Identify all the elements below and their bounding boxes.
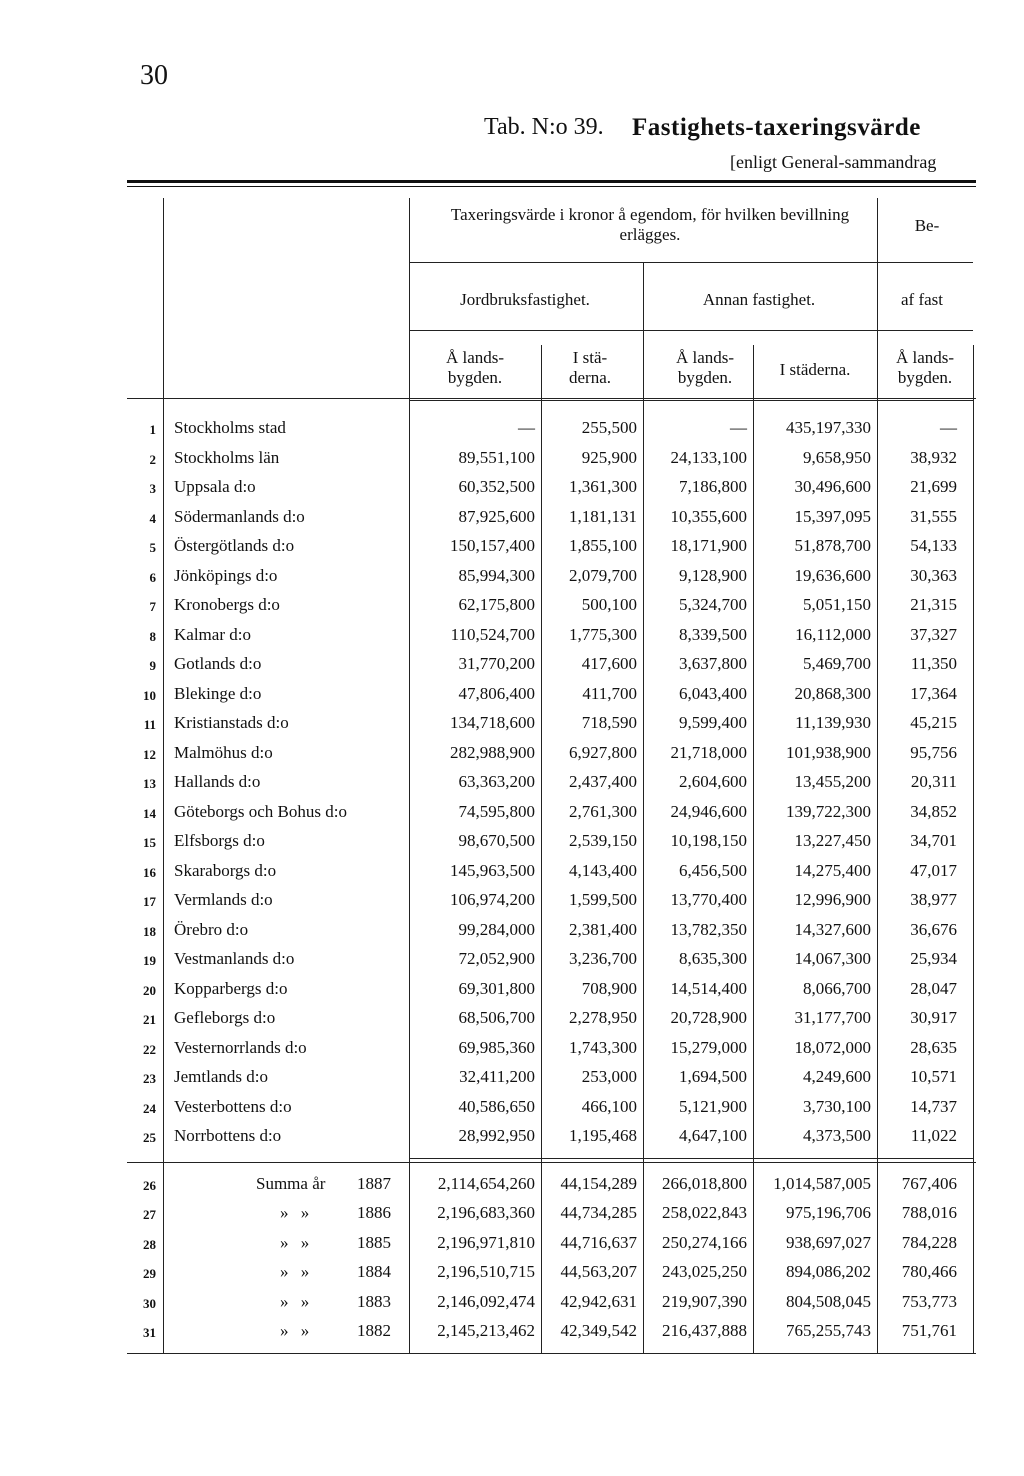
row-number: 23 — [143, 1071, 156, 1086]
row-number: 1 — [149, 422, 156, 437]
cell-c2: 466,100 — [581, 1096, 637, 1116]
cell-c5: 54,133 — [910, 536, 957, 555]
cell-c3: 3,637,800 — [679, 654, 747, 673]
row-number: 16 — [143, 864, 156, 880]
cell-c4: 13,227,450 — [794, 831, 871, 850]
row-name — [174, 507, 406, 531]
header-sub3: Å lands-bygden. — [675, 348, 735, 387]
cell-c2: 718,590 — [581, 713, 637, 732]
cell-c3: 14,514,400 — [670, 978, 747, 998]
hline-bottom — [127, 1353, 976, 1354]
summary-row-number: 31 — [143, 1325, 156, 1340]
cell-c5: 38,932 — [910, 447, 957, 467]
leader-dots — [174, 496, 402, 497]
cell-c3: 2,604,600 — [679, 772, 747, 791]
cell-c5: 10,571 — [910, 1067, 957, 1086]
cell-c1: 110,524,700 — [450, 624, 535, 644]
header-annan: Annan fastighet. — [702, 290, 816, 309]
row-name-text: Vesternorrlands d:o — [174, 1038, 310, 1057]
cell-c5: 38,977 — [910, 890, 957, 909]
cell-c1: 60,352,500 — [458, 477, 535, 496]
summary-cell-c4: 1,014,587,005 — [773, 1173, 871, 1193]
row-name-text: Vermlands d:o — [174, 890, 276, 909]
row-number: 22 — [143, 1041, 156, 1057]
row-number: 15 — [143, 835, 156, 850]
summary-cell-c4: 765,255,743 — [786, 1321, 871, 1340]
cell-c3: 21,718,000 — [670, 742, 747, 762]
row-number: 3 — [149, 481, 156, 496]
summary-cell-c5: 780,466 — [901, 1262, 957, 1281]
leader-dots — [174, 437, 402, 438]
cell-c4: 14,067,300 — [794, 949, 871, 968]
row-name — [174, 979, 406, 1003]
cell-c3: 5,121,900 — [679, 1096, 747, 1116]
table-title: Fastighets-taxeringsvärde — [632, 114, 921, 141]
row-number: 12 — [143, 746, 156, 762]
cell-c5: 47,017 — [910, 860, 957, 880]
cell-c1: 28,992,950 — [458, 1126, 535, 1145]
header-sub5: Å lands-bygden. — [895, 348, 955, 387]
cell-c4: 14,275,400 — [794, 860, 871, 880]
summary-label: » » — [280, 1232, 310, 1252]
summary-label: » » — [280, 1262, 310, 1281]
cell-c2: 2,079,700 — [569, 565, 637, 585]
row-name — [174, 831, 406, 855]
leader-dots — [174, 673, 402, 674]
cell-c2: 1,361,300 — [569, 477, 637, 496]
table-number: Tab. N:o 39. — [484, 114, 604, 140]
cell-c4: 8,066,700 — [803, 978, 871, 998]
header-main: Taxeringsvärde i kronor å egendom, för hvilken bevillning erlägges. — [450, 205, 850, 244]
cell-c4: 5,469,700 — [803, 654, 871, 673]
summary-cell-c3: 266,018,800 — [662, 1173, 747, 1193]
summary-year: 1887 — [357, 1173, 391, 1193]
row-number: 13 — [143, 776, 156, 791]
cell-c2: 2,539,150 — [569, 831, 637, 850]
row-name — [174, 654, 406, 678]
cell-c3: 6,043,400 — [679, 683, 747, 703]
row-name — [174, 595, 406, 619]
row-name-text: Göteborgs och Bohus d:o — [174, 802, 350, 821]
row-number: 20 — [143, 982, 156, 998]
cell-c4: 3,730,100 — [803, 1096, 871, 1116]
cell-c1: — — [518, 418, 535, 437]
cell-c2: 1,743,300 — [569, 1037, 637, 1057]
summary-row-number: 30 — [143, 1295, 156, 1311]
summary-cell-c2: 44,563,207 — [560, 1262, 637, 1281]
leader-dots — [174, 791, 402, 792]
hline-header-3 — [127, 398, 976, 399]
summary-cell-c4: 894,086,202 — [786, 1262, 871, 1281]
header-sub1: Å lands-bygden. — [445, 348, 505, 387]
vline-right — [973, 345, 974, 1353]
cell-c1: 63,363,200 — [458, 772, 535, 791]
cell-c5: — — [940, 418, 957, 437]
leader-dots — [174, 1086, 402, 1087]
leader-dots — [174, 850, 402, 851]
header-right-main: Be- — [914, 216, 940, 235]
leader-dots — [174, 1027, 402, 1028]
header-sub4: I städerna. — [779, 360, 851, 379]
cell-c5: 11,022 — [910, 1126, 957, 1145]
summary-year: 1886 — [357, 1203, 391, 1222]
hline-header-2 — [409, 330, 973, 331]
row-number: 21 — [143, 1012, 156, 1027]
header-jordbruk: Jordbruksfastighet. — [460, 290, 590, 309]
row-name-text: Östergötlands d:o — [174, 536, 297, 555]
cell-c1: 40,586,650 — [458, 1096, 535, 1116]
summary-cell-c4: 975,196,706 — [786, 1203, 871, 1222]
cell-c2: 1,195,468 — [569, 1126, 637, 1145]
summary-label: » » — [280, 1291, 310, 1311]
cell-c4: 15,397,095 — [794, 506, 871, 526]
row-number: 17 — [143, 894, 156, 909]
cell-c5: 30,363 — [910, 565, 957, 585]
summary-cell-c2: 44,716,637 — [560, 1232, 637, 1252]
row-name — [174, 1038, 406, 1062]
summary-row-number: 28 — [143, 1236, 156, 1252]
row-name-text: Södermanlands d:o — [174, 507, 308, 526]
cell-c3: 9,599,400 — [679, 713, 747, 732]
summary-label: Summa år — [256, 1173, 326, 1193]
cell-c2: 2,437,400 — [569, 772, 637, 791]
cell-c1: 282,988,900 — [450, 742, 535, 762]
cell-c3: 5,324,700 — [679, 595, 747, 614]
cell-c2: 4,143,400 — [569, 860, 637, 880]
cell-c4: 14,327,600 — [794, 919, 871, 939]
cell-c5: 11,350 — [910, 654, 957, 673]
hline-header-1 — [409, 262, 973, 263]
summary-cell-c1: 2,145,213,462 — [437, 1321, 535, 1340]
cell-c5: 17,364 — [910, 683, 957, 703]
summary-cell-c5: 784,228 — [901, 1232, 957, 1252]
summary-cell-c5: 788,016 — [901, 1203, 957, 1222]
row-number: 6 — [149, 569, 156, 585]
cell-c4: 30,496,600 — [794, 477, 871, 496]
cell-c2: 1,181,131 — [569, 506, 637, 526]
cell-c5: 31,555 — [910, 506, 957, 526]
row-name-text: Norrbottens d:o — [174, 1126, 284, 1145]
summary-year: 1885 — [357, 1232, 391, 1252]
cell-c3: 6,456,500 — [679, 860, 747, 880]
cell-c1: 99,284,000 — [458, 919, 535, 939]
cell-c2: 2,278,950 — [569, 1008, 637, 1027]
row-name — [174, 772, 406, 796]
summary-cell-c4: 804,508,045 — [786, 1291, 871, 1311]
vline-name — [163, 198, 164, 1353]
cell-c2: 253,000 — [581, 1067, 637, 1086]
row-number: 4 — [149, 510, 156, 526]
table-subtitle: [enligt General-sammandrag — [730, 152, 937, 172]
row-name-text: Kronobergs d:o — [174, 595, 283, 614]
row-name — [174, 713, 406, 737]
row-name-text: Gefleborgs d:o — [174, 1008, 278, 1027]
hline-header-3b — [409, 400, 973, 401]
cell-c2: 2,761,300 — [569, 801, 637, 821]
cell-c3: 13,770,400 — [670, 890, 747, 909]
row-name — [174, 890, 406, 914]
cell-c2: 925,900 — [581, 447, 637, 467]
summary-cell-c5: 767,406 — [901, 1173, 957, 1193]
cell-c5: 25,934 — [910, 949, 957, 968]
summary-year: 1884 — [357, 1262, 391, 1281]
cell-c4: 13,455,200 — [794, 772, 871, 791]
cell-c1: 72,052,900 — [458, 949, 535, 968]
cell-c2: 708,900 — [581, 978, 637, 998]
row-name-text: Kalmar d:o — [174, 625, 254, 644]
cell-c5: 30,917 — [910, 1008, 957, 1027]
row-name — [174, 949, 406, 973]
cell-c4: 12,996,900 — [794, 890, 871, 909]
cell-c3: 7,186,800 — [679, 477, 747, 496]
row-name-text: Jemtlands d:o — [174, 1067, 271, 1086]
cell-c3: 15,279,000 — [670, 1037, 747, 1057]
cell-c5: 28,047 — [910, 978, 957, 998]
row-name — [174, 477, 406, 501]
cell-c3: 8,635,300 — [679, 949, 747, 968]
summary-row-number: 26 — [143, 1177, 156, 1193]
row-number: 14 — [143, 805, 156, 821]
row-name — [174, 684, 406, 708]
row-name — [174, 566, 406, 590]
row-name — [174, 625, 406, 649]
row-number: 24 — [143, 1100, 156, 1116]
summary-cell-c2: 44,734,285 — [560, 1203, 637, 1222]
row-name — [174, 1067, 406, 1091]
cell-c5: 34,852 — [910, 801, 957, 821]
row-name — [174, 920, 406, 944]
row-name-text: Blekinge d:o — [174, 684, 264, 703]
cell-c1: 85,994,300 — [458, 565, 535, 585]
row-name-text: Uppsala d:o — [174, 477, 259, 496]
row-name-text: Kopparbergs d:o — [174, 979, 290, 998]
row-name — [174, 418, 406, 442]
cell-c4: 16,112,000 — [795, 624, 871, 644]
row-number: 5 — [149, 540, 156, 555]
cell-c2: 500,100 — [581, 595, 637, 614]
cell-c4: 101,938,900 — [786, 742, 871, 762]
cell-c2: 6,927,800 — [569, 742, 637, 762]
cell-c2: 1,855,100 — [569, 536, 637, 555]
cell-c3: 8,339,500 — [679, 624, 747, 644]
cell-c4: 20,868,300 — [794, 683, 871, 703]
summary-cell-c1: 2,146,092,474 — [437, 1291, 535, 1311]
cell-c5: 14,737 — [910, 1096, 957, 1116]
cell-c5: 45,215 — [910, 713, 957, 732]
cell-c1: 47,806,400 — [458, 683, 535, 703]
row-name — [174, 448, 406, 472]
row-name-text: Jönköpings d:o — [174, 566, 280, 585]
hline-totals-2 — [127, 1162, 976, 1163]
cell-c1: 69,301,800 — [458, 978, 535, 998]
cell-c4: 4,373,500 — [803, 1126, 871, 1145]
cell-c4: 19,636,600 — [794, 565, 871, 585]
summary-cell-c2: 44,154,289 — [560, 1173, 637, 1193]
cell-c1: 98,670,500 — [458, 831, 535, 850]
cell-c5: 28,635 — [910, 1037, 957, 1057]
row-name — [174, 743, 406, 767]
cell-c4: 18,072,000 — [794, 1037, 871, 1057]
summary-cell-c5: 751,761 — [901, 1321, 957, 1340]
cell-c4: 5,051,150 — [803, 595, 871, 614]
cell-c4: 4,249,600 — [803, 1067, 871, 1086]
summary-cell-c5: 753,773 — [901, 1291, 957, 1311]
cell-c2: 255,500 — [581, 418, 637, 437]
top-rule-thin — [127, 186, 976, 187]
cell-c3: 9,128,900 — [679, 565, 747, 585]
cell-c2: 2,381,400 — [569, 919, 637, 939]
row-number: 10 — [143, 687, 156, 703]
summary-cell-c3: 216,437,888 — [662, 1321, 747, 1340]
cell-c3: 18,171,900 — [670, 536, 747, 555]
row-name-text: Skaraborgs d:o — [174, 861, 279, 880]
summary-cell-c4: 938,697,027 — [786, 1232, 871, 1252]
row-name-text: Vestmanlands d:o — [174, 949, 297, 968]
summary-cell-c1: 2,196,971,810 — [437, 1232, 535, 1252]
cell-c5: 21,315 — [910, 595, 957, 614]
summary-cell-c2: 42,349,542 — [560, 1321, 637, 1340]
summary-cell-c2: 42,942,631 — [560, 1291, 637, 1311]
summary-label: » » — [280, 1203, 310, 1222]
cell-c3: — — [730, 418, 747, 437]
row-name-text: Malmöhus d:o — [174, 743, 276, 762]
cell-c1: 31,770,200 — [458, 654, 535, 673]
cell-c5: 37,327 — [910, 624, 957, 644]
cell-c1: 106,974,200 — [450, 890, 535, 909]
cell-c5: 34,701 — [910, 831, 957, 850]
header-sub2: I stä-derna. — [568, 348, 611, 387]
summary-cell-c3: 250,274,166 — [662, 1232, 747, 1252]
cell-c2: 411,700 — [582, 683, 637, 703]
row-name-text: Stockholms län — [174, 448, 282, 467]
leader-dots — [174, 1145, 402, 1146]
cell-c3: 10,355,600 — [670, 506, 747, 526]
row-name-text: Kristianstads d:o — [174, 713, 292, 732]
cell-c4: 9,658,950 — [803, 447, 871, 467]
cell-c1: 68,506,700 — [458, 1008, 535, 1027]
page-number: 30 — [140, 60, 168, 91]
leader-dots — [174, 732, 402, 733]
cell-c1: 145,963,500 — [450, 860, 535, 880]
row-number: 7 — [149, 599, 156, 614]
cell-c2: 1,775,300 — [569, 624, 637, 644]
hline-totals — [409, 1158, 973, 1159]
leader-dots — [174, 614, 402, 615]
cell-c1: 150,157,400 — [450, 536, 535, 555]
row-name — [174, 1008, 406, 1032]
cell-c1: 62,175,800 — [458, 595, 535, 614]
leader-dots — [174, 968, 402, 969]
cell-c5: 21,699 — [910, 477, 957, 496]
summary-cell-c1: 2,114,654,260 — [437, 1173, 535, 1193]
cell-c4: 435,197,330 — [786, 418, 871, 437]
cell-c3: 24,133,100 — [670, 447, 747, 467]
row-name-text: Elfsborgs d:o — [174, 831, 268, 850]
cell-c2: 417,600 — [581, 654, 637, 673]
top-rule-thick — [127, 180, 976, 183]
cell-c3: 1,694,500 — [679, 1067, 747, 1086]
summary-cell-c3: 243,025,250 — [662, 1262, 747, 1281]
row-number: 2 — [149, 451, 156, 467]
cell-c1: 69,985,360 — [458, 1037, 535, 1057]
cell-c1: 32,411,200 — [459, 1067, 535, 1086]
summary-cell-c1: 2,196,683,360 — [437, 1203, 535, 1222]
summary-year: 1883 — [357, 1291, 391, 1311]
row-name — [174, 1126, 406, 1150]
row-number: 19 — [143, 953, 156, 968]
cell-c3: 20,728,900 — [670, 1008, 747, 1027]
row-name-text: Stockholms stad — [174, 418, 289, 437]
cell-c3: 13,782,350 — [670, 919, 747, 939]
row-name-text: Gotlands d:o — [174, 654, 264, 673]
cell-c4: 11,139,930 — [795, 713, 871, 732]
cell-c4: 31,177,700 — [794, 1008, 871, 1027]
summary-label: » » — [280, 1321, 310, 1340]
row-number: 9 — [149, 658, 156, 673]
leader-dots — [174, 555, 402, 556]
leader-dots — [174, 909, 402, 910]
row-name — [174, 861, 406, 885]
cell-c1: 89,551,100 — [458, 447, 535, 467]
summary-cell-c1: 2,196,510,715 — [437, 1262, 535, 1281]
summary-year: 1882 — [357, 1321, 391, 1340]
summary-cell-c3: 258,022,843 — [662, 1203, 747, 1222]
cell-c1: 74,595,800 — [458, 801, 535, 821]
cell-c5: 20,311 — [910, 772, 957, 791]
row-name-text: Vesterbottens d:o — [174, 1097, 295, 1116]
row-name — [174, 1097, 406, 1121]
cell-c2: 3,236,700 — [569, 949, 637, 968]
cell-c5: 36,676 — [910, 919, 957, 939]
row-name-text: Örebro d:o — [174, 920, 251, 939]
header-af-fast: af fast — [900, 290, 943, 309]
row-name-text: Hallands d:o — [174, 772, 263, 791]
cell-c1: 134,718,600 — [450, 713, 535, 732]
cell-c2: 1,599,500 — [569, 890, 637, 909]
summary-row-number: 27 — [143, 1207, 156, 1222]
row-number: 8 — [149, 628, 156, 644]
summary-cell-c3: 219,907,390 — [662, 1291, 747, 1311]
cell-c1: 87,925,600 — [458, 506, 535, 526]
row-name — [174, 802, 406, 826]
cell-c4: 51,878,700 — [794, 536, 871, 555]
row-number: 18 — [143, 923, 156, 939]
row-number: 25 — [143, 1130, 156, 1145]
row-name — [174, 536, 406, 560]
cell-c3: 4,647,100 — [679, 1126, 747, 1145]
cell-c3: 24,946,600 — [670, 801, 747, 821]
row-number: 11 — [143, 717, 156, 732]
cell-c3: 10,198,150 — [670, 831, 747, 850]
cell-c4: 139,722,300 — [786, 801, 871, 821]
cell-c5: 95,756 — [910, 742, 957, 762]
summary-row-number: 29 — [143, 1266, 156, 1281]
